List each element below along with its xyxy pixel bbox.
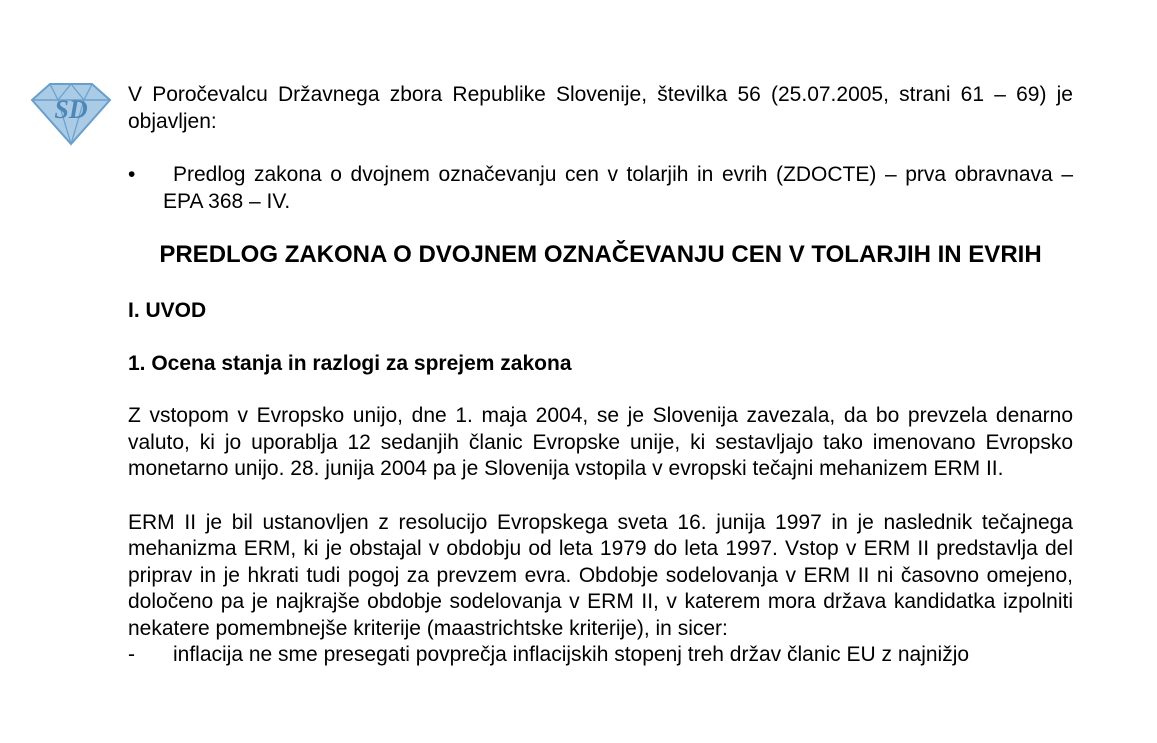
body-paragraph-2: ERM II je bil ustanovljen z resolucijo Evropskega sveta 16. junija 1997 in je naslednik tečajnega mehanizma ERM, ki je obstajal v obdobju od leta 1979 do leta 1997. Vstop v ERM II predstavlja del priprav in je hkrati tudi pogoj za prevzem evra. Obdobje sodelovanja v ERM II ni časovno omejeno, določeno pa je najkrajše obdobje sodelovanja v ERM II, v katerem mora država kandidatka izpolniti nekatere pomembnejše kriterije (maastrichtske kriterije), in sicer:: [128, 510, 1073, 640]
logo-letters: SD: [54, 95, 88, 124]
document-title: PREDLOG ZAKONA O DVOJNEM OZNAČEVANJU CEN V TOLARJIH IN EVRIH: [159, 241, 1042, 268]
criteria-item-text: inflacija ne sme presegati povprečja inflacijskih stopenj treh držav članic EU z najnižjo: [173, 643, 970, 666]
dash-marker: -: [128, 643, 135, 666]
intro-paragraph: V Poročevalcu Državnega zbora Republike Slovenije, številka 56 (25.07.2005, strani 61 – 69) je objavljen:: [128, 83, 1073, 133]
subsection-heading: 1. Ocena stanja in razlogi za sprejem zakona: [128, 351, 572, 375]
section-heading: I. UVOD: [128, 299, 207, 322]
bullet-marker: •: [128, 163, 136, 186]
body-paragraph-1: Z vstopom v Evropsko unijo, dne 1. maja 2004, se je Slovenija zavezala, da bo prevzela denarno valuto, ki jo uporablja 12 sedanjih članic Evropske unije, ki sestavljajo tako imenovano Evropsko monetarno unijo. 28. junija 2004 pa je Slovenija vstopila v evropski tečajni mehanizem ERM II.: [128, 404, 1073, 480]
bullet-list-item: [128, 162, 1073, 215]
bullet-item-text: Predlog zakona o dvojnem označevanju cen v tolarjih in evrih (ZDOCTE) – prva obravnava – EPA 368 – IV.: [163, 163, 1073, 213]
diamond-logo-icon: [28, 78, 114, 148]
criteria-list-item: [128, 642, 1073, 669]
document-body: [128, 82, 1073, 669]
sd-logo: [28, 78, 114, 148]
